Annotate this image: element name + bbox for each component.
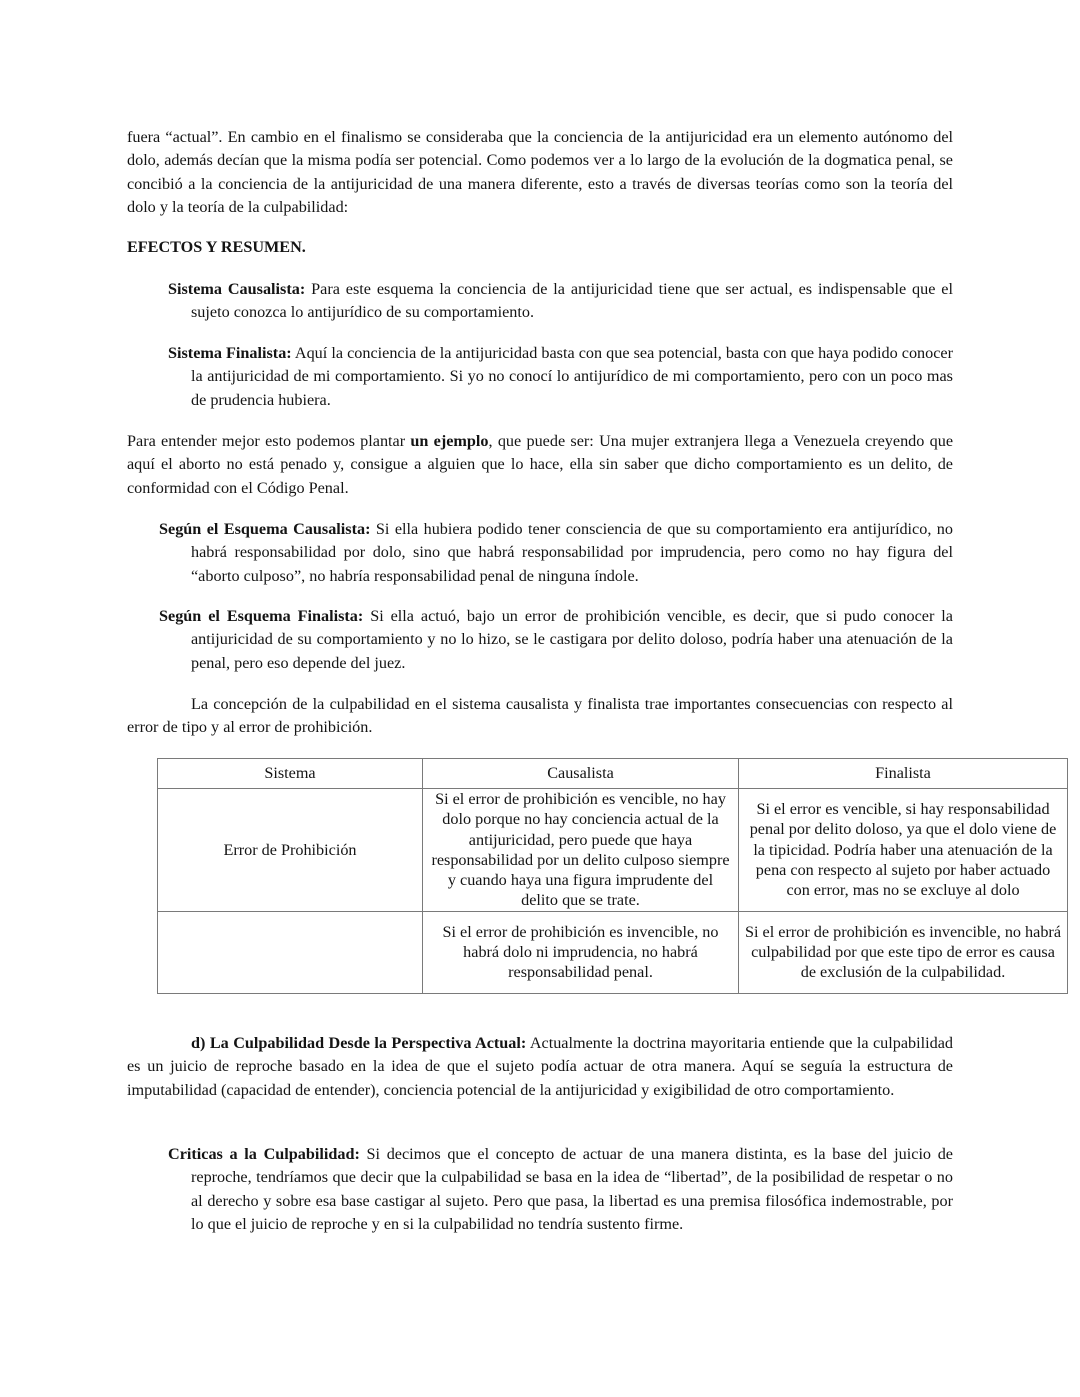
- example-paragraph: [127, 430, 953, 500]
- example-text-after: , que puede ser: Una mujer extranjera llega a Venezuela creyendo que aquí el aborto no está penado y, consigue a alguien que lo hace, ella sin saber que dicho comportamiento es un delito, de conformidad con el Código Penal.: [127, 432, 953, 497]
- esquema-finalista-text: Si ella actuó, bajo un error de prohibición vencible, es decir, que si pudo conocer la antijuricidad de su comportamiento y no lo hizo, se le castigara por delito doloso, podría haber una atenuación de la penal, pero eso depende del juez.: [191, 607, 953, 672]
- perspectiva-actual-text: Actualmente la doctrina mayoritaria entiende que la culpabilidad es un juicio de reproche basado en la idea de que el sujeto podía actuar de otra manera. Aquí se seguía la estructura de imputabilidad (capacidad de entender), conciencia potencial de la antijuricidad y exigibilidad de otro comportamiento.: [127, 1034, 953, 1099]
- perspectiva-actual-paragraph: [127, 1032, 953, 1102]
- row-label: [158, 911, 423, 993]
- cell-finalista: Si el error es vencible, si hay responsabilidad penal por delito doloso, ya que el dolo viene de la tipicidad. Podría haber una atenuación de la pena con respecto al sujeto por haber actuado con error, mas no se excluye al dolo: [739, 789, 1068, 912]
- example-bold: un ejemplo: [410, 432, 489, 450]
- sistema-finalista-text: Aquí la conciencia de la antijuricidad basta con que sea potencial, basta con que haya podido conocer la antijuricidad de mi comportamiento. Si yo no conocí lo antijurídico de mi comportamiento, pero con un poco mas de prudencia hubiera.: [191, 344, 953, 409]
- header-causalista: Causalista: [423, 759, 739, 789]
- esquema-finalista-label: Según el Esquema Finalista:: [159, 607, 364, 625]
- sistema-causalista-item: [168, 278, 953, 325]
- example-text-before: Para entender mejor esto podemos plantar: [127, 432, 411, 450]
- esquema-causalista-text: Si ella hubiera podido tener consciencia de que su comportamiento era antijurídico, no habrá responsabilidad por dolo, sino que habrá responsabilidad por imprudencia, pero como no hay figura del “aborto culposo”, no habría responsabilidad penal de ninguna índole.: [191, 520, 953, 585]
- table-row: [158, 789, 1068, 912]
- concepcion-paragraph: La concepción de la culpabilidad en el sistema causalista y finalista trae importantes consecuencias con respecto al error de tipo y al error de prohibición.: [127, 695, 953, 737]
- sistema-causalista-text: Para este esquema la conciencia de la antijuricidad tiene que ser actual, es indispensable que el sujeto conozca lo antijurídico de su comportamiento.: [191, 280, 953, 322]
- criticas-text: Si decimos que el concepto de actuar de una manera distinta, es la base del juicio de reproche, tendríamos que decir que la culpabilidad se basa en la idea de “libertad”, de la posibilidad de respetar o no al derecho y sobre esa base castigar al sujeto. Pero que pasa, la libertad es una premisa filosófica indemostrable, por lo que el juicio de reproche y en si la culpabilidad no tendría sustento firme.: [191, 1145, 953, 1233]
- comparison-table: [157, 758, 1068, 994]
- criticas-item: [168, 1143, 953, 1236]
- esquema-causalista-label: Según el Esquema Causalista:: [159, 520, 371, 538]
- table-row: [158, 911, 1068, 993]
- table-header-row: [158, 759, 1068, 789]
- perspectiva-actual-label: d) La Culpabilidad Desde la Perspectiva Actual:: [191, 1034, 527, 1052]
- esquema-causalista-item: [159, 518, 953, 588]
- cell-causalista: Si el error de prohibición es vencible, no hay dolo porque no hay conciencia actual de la antijuricidad, pero puede que haya responsabilidad por un delito culposo siempre y cuando haya una figura imprudente del delito que se trate.: [423, 789, 739, 912]
- esquema-finalista-item: [159, 605, 953, 675]
- cell-finalista: Si el error de prohibición es invencible, no habrá culpabilidad por que este tipo de error es causa de exclusión de la culpabilidad.: [739, 911, 1068, 993]
- sistema-finalista-item: [168, 342, 953, 412]
- sistema-finalista-label: Sistema Finalista:: [168, 344, 292, 362]
- section-heading: EFECTOS Y RESUMEN.: [127, 238, 306, 256]
- header-sistema: Sistema: [158, 759, 423, 789]
- sistema-causalista-label: Sistema Causalista:: [168, 280, 306, 298]
- intro-paragraph: fuera “actual”. En cambio en el finalismo se consideraba que la conciencia de la antijuricidad era un elemento autónomo del dolo, además decían que la misma podía ser potencial. Como podemos ver a lo largo de la evolución de la dogmatica penal, se concibió a la conciencia de la antijuricidad de una manera diferente, esto a través de diversas teorías como son la teoría del dolo y la teoría de la culpabilidad:: [127, 128, 953, 216]
- row-label: Error de Prohibición: [158, 789, 423, 912]
- criticas-label: Criticas a la Culpabilidad:: [168, 1145, 360, 1163]
- header-finalista: Finalista: [739, 759, 1068, 789]
- cell-causalista: Si el error de prohibición es invencible, no habrá dolo ni imprudencia, no habrá responsabilidad penal.: [423, 911, 739, 993]
